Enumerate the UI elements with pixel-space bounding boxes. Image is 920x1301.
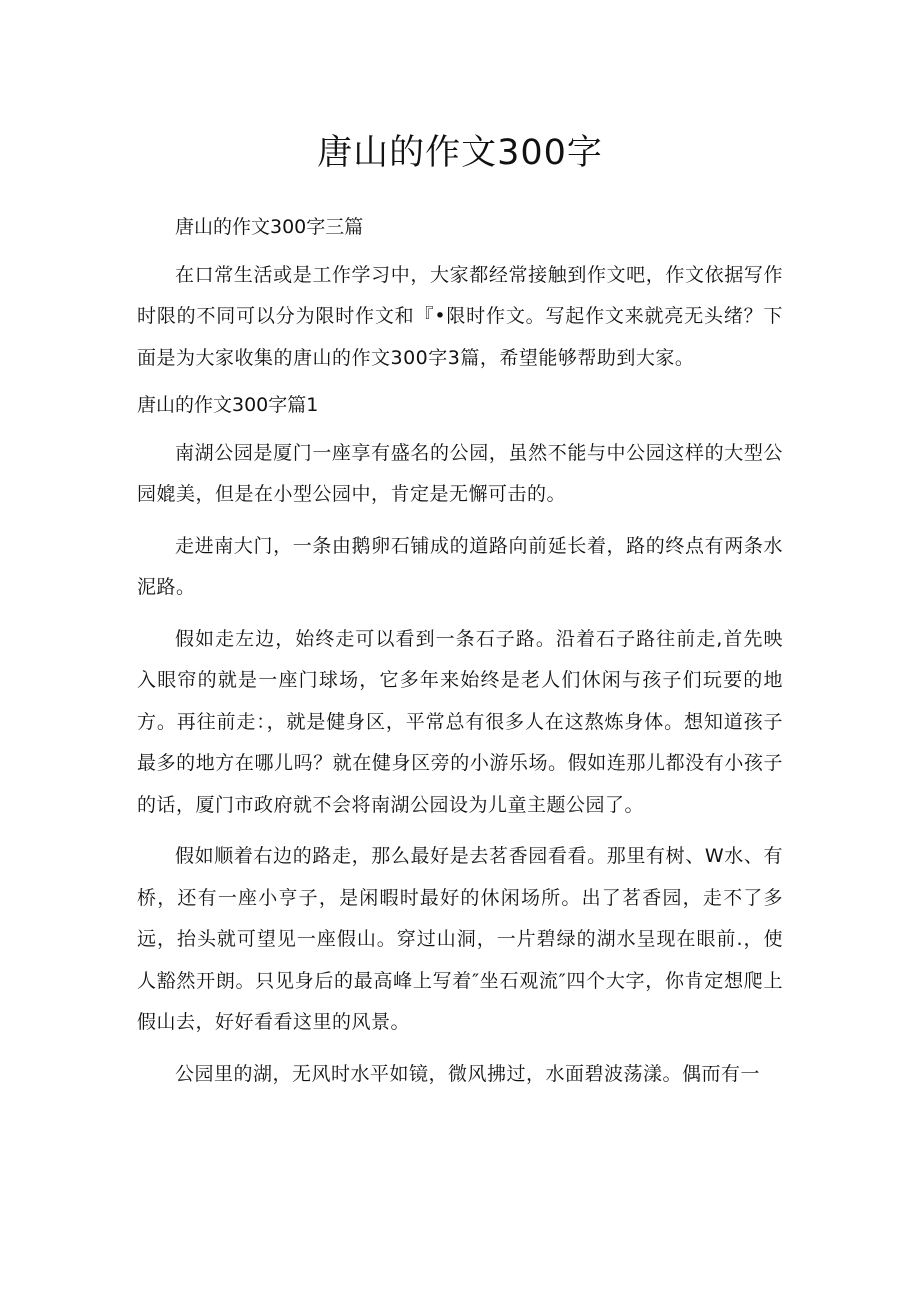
section-heading: 唐山的作文300字篇1 [137,394,319,416]
intro-paragraph: 在口常生活或是工作学习中，大家都经常接触到作文吧，作文依据写作时限的不同可以分为限时作文和『•限时作文。写起作文来就亮无头绪？下面是为大家收集的唐山的作文300字3篇，希望能够帮助到大家。 [137,263,783,369]
body-paragraph: 南湖公园是厦门一座享有盛名的公园，虽然不能与中公园这样的大型公园媲美，但是在小型公园中，肯定是无懈可击的。 [137,441,783,505]
document-subtitle: 唐山的作文300字三篇 [175,216,364,238]
body-paragraph: 走进南大门，一条由鹅卵石铺成的道路向前延长着，路的终点有两条水泥路。 [137,534,783,598]
spacer [137,1044,783,1054]
document-title: 唐山的作文300字 [317,133,603,173]
body-paragraph: 公园里的湖，无风时水平如镜，微风拂过，水面碧波荡漾。偶而有一 [175,1062,761,1085]
document-body [137,207,783,1095]
body-paragraph: 假如走左边，始终走可以看到一条石子路。沿着石子路往前走,首先映入眼帘的就是一座门球场，它多年来始终是老人们休闲与孩子们玩要的地方。再往前走：，就是健身区，平常总有很多人在这熬炼身体。想知道孩子最多的地方在哪儿吗？就在健身区旁的小游乐场。假如连那儿都没有小孩子的话，厦门市政府就不会将南湖公园设为儿童主题公园了。 [137,627,783,816]
body-paragraph: 假如顺着右边的路走，那么最好是去茗香园看看。那里有树、W水、有桥，还有一座小亨子，是闲暇时最好的休闲场所。出了茗香园，走不了多远，抬头就可望见一座假山。穿过山洞，一片碧绿的湖水呈现在眼前.，使人豁然开朗。只见身后的最高峰上写着″坐石观流″四个大字，你肯定想爬上假山去，好好看看这里的风景。 [137,845,783,1033]
spacer [137,516,783,526]
spacer [137,826,783,836]
spacer [137,609,783,619]
